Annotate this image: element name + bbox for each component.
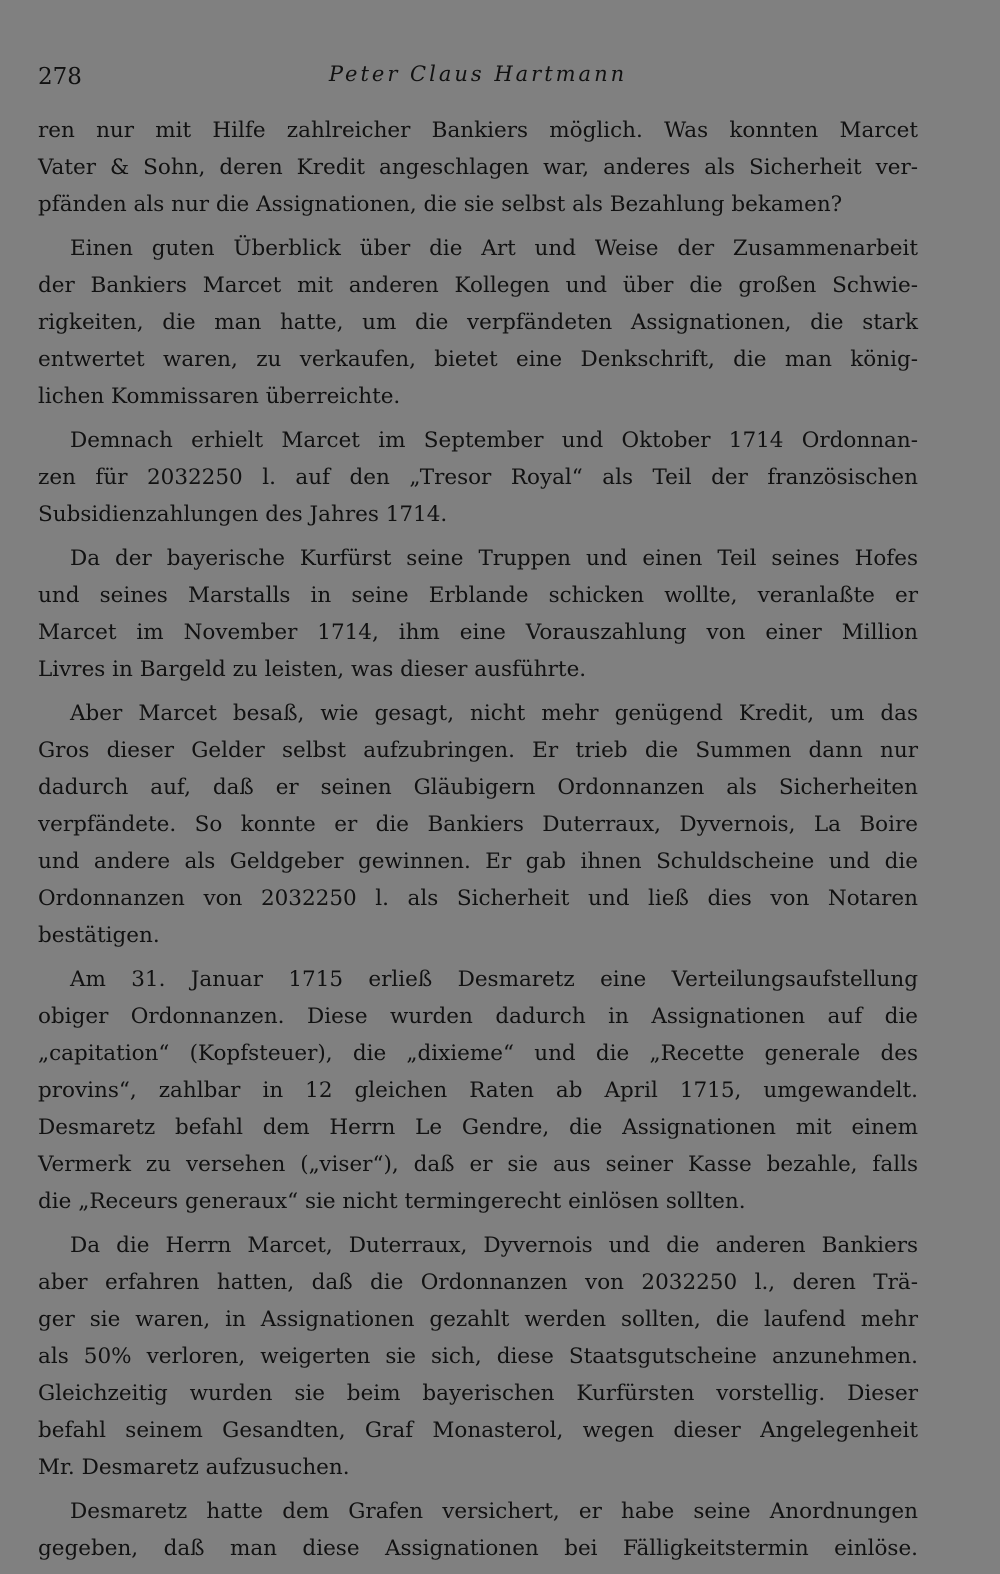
text-line: Gleichzeitig wurden sie beim bayerischen Kurfürsten vorstellig. Dieser	[38, 1381, 918, 1406]
text-line: Da die Herrn Marcet, Duterraux, Dyvernois und die anderen Bankiers	[70, 1233, 918, 1258]
text-line: Demnach erhielt Marcet im September und Oktober 1714 Ordonnan-	[70, 428, 918, 453]
text-line: gegeben, daß man diese Assignationen bei Fälligkeitstermin einlöse.	[38, 1536, 918, 1561]
text-line: Desmaretz befahl dem Herrn Le Gendre, die Assignationen mit einem	[38, 1115, 918, 1140]
text-line: ren nur mit Hilfe zahlreicher Bankiers möglich. Was konnten Marcet	[38, 118, 918, 143]
text-line: Marcet im November 1714, ihm eine Vorauszahlung von einer Million	[38, 620, 918, 645]
running-head: Peter Claus Hartmann	[328, 62, 628, 86]
text-line: obiger Ordonnanzen. Diese wurden dadurch in Assignationen auf die	[38, 1004, 918, 1029]
text-line: „capitation“ (Kopfsteuer), die „dixieme“ und die „Recette generale des	[38, 1041, 918, 1066]
paragraph	[38, 230, 918, 415]
text-line: ger sie waren, in Assignationen gezahlt werden sollten, die laufend mehr	[38, 1307, 918, 1332]
text-line: pfänden als nur die Assignationen, die sie selbst als Bezahlung bekamen?	[38, 192, 843, 217]
text-line: Am 31. Januar 1715 erließ Desmaretz eine Verteilungsaufstellung	[70, 967, 918, 992]
text-line: Livres in Bargeld zu leisten, was dieser ausführte.	[38, 657, 587, 682]
paragraph	[38, 1493, 918, 1567]
page-header	[38, 58, 918, 98]
text-line: Gros dieser Gelder selbst aufzubringen. Er trieb die Summen dann nur	[38, 738, 918, 763]
text-line: verpfändete. So konnte er die Bankiers Duterraux, Dyvernois, La Boire	[38, 812, 918, 837]
body-text	[38, 112, 918, 1561]
text-line: die „Receurs generaux“ sie nicht termingerecht einlösen sollten.	[38, 1189, 746, 1214]
text-line: aber erfahren hatten, daß die Ordonnanzen von 2032250 l., deren Trä-	[38, 1270, 918, 1295]
text-line: und andere als Geldgeber gewinnen. Er gab ihnen Schuldscheine und die	[38, 849, 918, 874]
paragraph	[38, 540, 918, 688]
paragraph	[38, 1227, 918, 1486]
paragraph	[38, 695, 918, 954]
paragraph	[38, 422, 918, 533]
text-line: lichen Kommissaren überreichte.	[38, 384, 401, 409]
text-line: Aber Marcet besaß, wie gesagt, nicht mehr genügend Kredit, um das	[70, 701, 918, 726]
text-line: Desmaretz hatte dem Grafen versichert, er habe seine Anordnungen	[70, 1499, 918, 1524]
text-line: Mr. Desmaretz aufzusuchen.	[38, 1455, 350, 1480]
text-line: der Bankiers Marcet mit anderen Kollegen und über die großen Schwie-	[38, 273, 918, 298]
text-line: entwertet waren, zu verkaufen, bietet eine Denkschrift, die man könig-	[38, 347, 918, 372]
text-line: Vermerk zu versehen („viser“), daß er sie aus seiner Kasse bezahle, falls	[38, 1152, 918, 1177]
text-line: bestätigen.	[38, 923, 160, 948]
text-line: Vater & Sohn, deren Kredit angeschlagen war, anderes als Sicherheit ver-	[38, 155, 918, 180]
text-line: als 50% verloren, weigerten sie sich, diese Staatsgutscheine anzunehmen.	[38, 1344, 918, 1369]
text-line: zen für 2032250 l. auf den „Tresor Royal“ als Teil der französischen	[38, 465, 918, 490]
text-line: provins“, zahlbar in 12 gleichen Raten ab April 1715, umgewandelt.	[38, 1078, 918, 1103]
paragraph	[38, 961, 918, 1220]
text-line: Einen guten Überblick über die Art und Weise der Zusammenarbeit	[70, 236, 918, 261]
paragraph	[38, 112, 918, 223]
page-number: 278	[38, 64, 82, 90]
text-line: dadurch auf, daß er seinen Gläubigern Ordonnanzen als Sicherheiten	[38, 775, 918, 800]
text-line: rigkeiten, die man hatte, um die verpfändeten Assignationen, die stark	[38, 310, 918, 335]
text-line: Subsidienzahlungen des Jahres 1714.	[38, 502, 448, 527]
text-line: Ordonnanzen von 2032250 l. als Sicherheit und ließ dies von Notaren	[38, 886, 918, 911]
text-line: befahl seinem Gesandten, Graf Monasterol, wegen dieser Angelegenheit	[38, 1418, 918, 1443]
text-line: Da der bayerische Kurfürst seine Truppen und einen Teil seines Hofes	[70, 546, 918, 571]
text-line: und seines Marstalls in seine Erblande schicken wollte, veranlaßte er	[38, 583, 918, 608]
